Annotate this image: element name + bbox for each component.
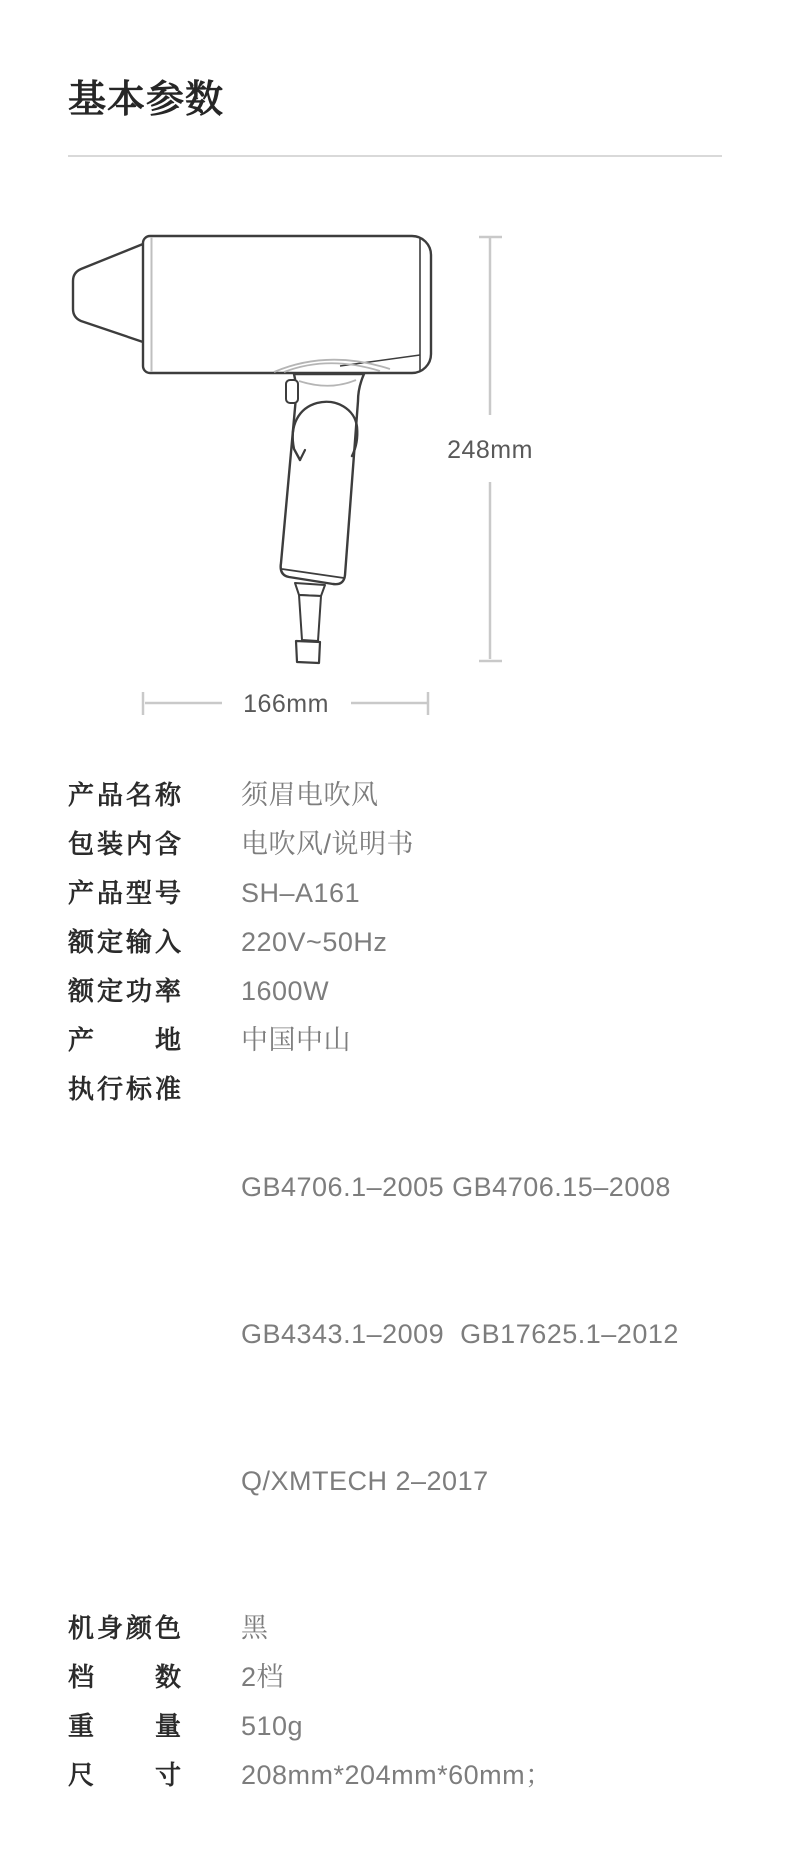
- spec-label: 重量: [68, 1711, 181, 1741]
- table-row: [68, 1653, 722, 1702]
- spec-label: 额定功率: [68, 976, 181, 1006]
- table-row: [68, 918, 722, 967]
- spec-value: 510g: [241, 1711, 304, 1741]
- spec-value: 2档: [241, 1662, 285, 1692]
- power-button: [286, 380, 298, 403]
- spec-label: 机身颜色: [68, 1613, 181, 1643]
- spec-label: 额定输入: [68, 927, 181, 957]
- spec-value: 208mm*204mm*60mm；: [241, 1760, 553, 1790]
- spec-value: SH–A161: [241, 878, 361, 908]
- height-dimension: [447, 237, 533, 661]
- height-dimension-label: 248mm: [447, 436, 533, 464]
- table-row: [68, 1604, 722, 1653]
- dryer-handle: [281, 374, 364, 584]
- table-row: [68, 869, 722, 918]
- spec-label: 档数: [68, 1662, 181, 1692]
- spec-value: 中国中山: [241, 1025, 351, 1055]
- dryer-nozzle: [73, 244, 143, 342]
- header-divider: [68, 155, 722, 157]
- spec-value: [241, 1065, 679, 1604]
- spec-label: 包装内含: [68, 829, 181, 859]
- table-row: [68, 1702, 722, 1751]
- spec-value: 1600W: [241, 976, 330, 1006]
- spec-label: 产地: [68, 1025, 181, 1055]
- width-dimension-label: 166mm: [243, 690, 329, 718]
- table-row: [68, 1751, 722, 1800]
- page-title: 基本参数: [68, 79, 225, 121]
- table-row: [68, 1065, 722, 1604]
- cord-strain-relief: [299, 595, 321, 641]
- table-row: [68, 820, 722, 869]
- width-dimension: [143, 690, 428, 718]
- standard-line: GB4343.1–2009 GB17625.1–2012: [241, 1319, 679, 1349]
- spec-value: 须眉电吹风: [241, 780, 379, 810]
- spec-value: 黑: [241, 1613, 269, 1643]
- spec-value: 电吹风/说明书: [241, 829, 415, 859]
- spec-value: 220V~50Hz: [241, 927, 388, 957]
- product-figure: [0, 225, 790, 725]
- spec-label: 尺寸: [68, 1760, 181, 1790]
- cord-end-cap: [296, 641, 320, 663]
- table-row: [68, 967, 722, 1016]
- table-row: [68, 1016, 722, 1065]
- standard-line: GB4706.1–2005 GB4706.15–2008: [241, 1172, 671, 1202]
- dryer-body: [143, 236, 431, 373]
- spec-label: 执行标准: [68, 1074, 181, 1104]
- table-row: [68, 771, 722, 820]
- standard-line: Q/XMTECH 2–2017: [241, 1466, 489, 1496]
- spec-table: [0, 771, 790, 1860]
- spec-label: 产品型号: [68, 878, 181, 908]
- header: [0, 0, 790, 122]
- spec-label: 产品名称: [68, 780, 181, 810]
- hair-dryer-illustration: [0, 225, 790, 725]
